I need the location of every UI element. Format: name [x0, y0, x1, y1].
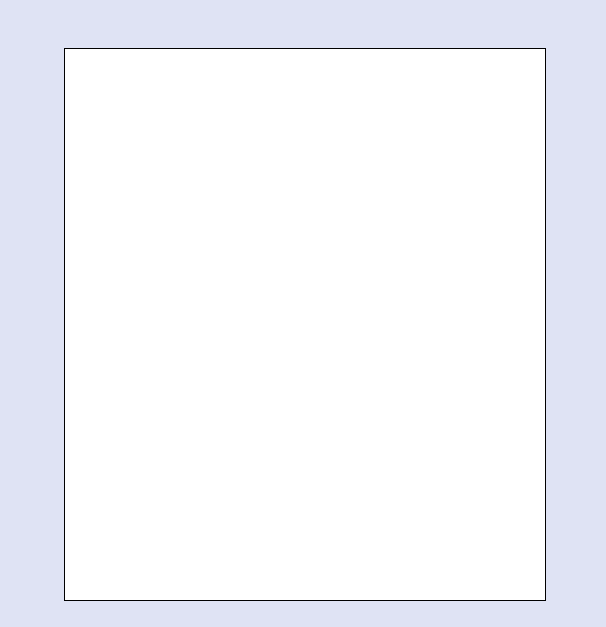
- calendar-grid: [64, 48, 546, 601]
